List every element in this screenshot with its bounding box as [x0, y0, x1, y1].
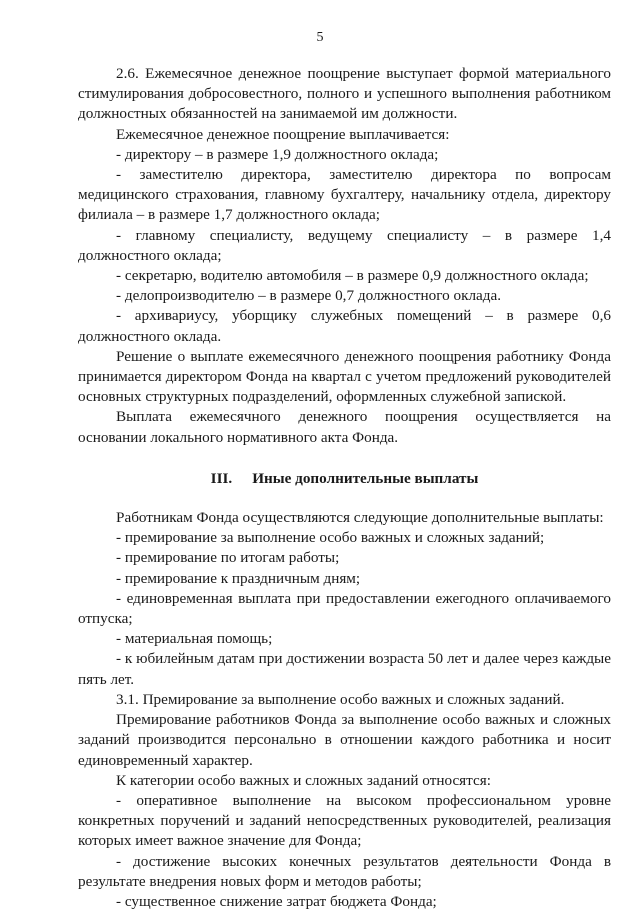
list-item: - директору – в размере 1,9 должностного оклада;	[116, 145, 439, 163]
page-number: 5	[316, 30, 324, 45]
list-item: - материальная помощь;	[116, 630, 273, 648]
paragraph-bonus: Премирование работников Фонда за выполнение особо важных и сложных заданий производится персонально в отношении каждого работника и носит единовременный характер.	[78, 711, 611, 769]
paragraph-2-6: 2.6. Ежемесячное денежное поощрение выступает формой материального стимулирования добросовестного, полного и успешного выполнения работником должностных обязанностей на занимаемой им должности.	[78, 65, 611, 123]
list-item: - делопроизводителю – в размере 0,7 должностного оклада.	[116, 287, 502, 305]
document-body	[78, 64, 611, 912]
section-heading	[78, 469, 611, 489]
list-item: - архивариусу, уборщику служебных помещений – в размере 0,6 должностного оклада.	[78, 307, 611, 345]
paragraph-categories: К категории особо важных и сложных заданий относятся:	[116, 771, 491, 789]
list-item: - премирование за выполнение особо важных и сложных заданий;	[116, 529, 545, 547]
paragraph-monthly-paid: Ежемесячное денежное поощрение выплачивается:	[116, 125, 450, 143]
list-item: - существенное снижение затрат бюджета Фонда;	[116, 892, 437, 910]
paragraph-payment-basis: Выплата ежемесячного денежного поощрения осуществляется на основании локального нормативного акта Фонда.	[78, 408, 611, 446]
section-title: Иные дополнительные выплаты	[252, 469, 479, 487]
list-item: - премирование по итогам работы;	[116, 549, 340, 567]
paragraph-3-1: 3.1. Премирование за выполнение особо важных и сложных заданий.	[116, 690, 565, 708]
section-number: III.	[210, 469, 233, 487]
list-item: - секретарю, водителю автомобиля – в размере 0,9 должностного оклада;	[116, 267, 589, 285]
list-item: - главному специалисту, ведущему специалисту – в размере 1,4 должностного оклада;	[78, 226, 611, 264]
list-item: - достижение высоких конечных результатов деятельности Фонда в результате внедрения новых форм и методов работы;	[78, 852, 611, 890]
list-item: - заместителю директора, заместителю директора по вопросам медицинского страхования, главному бухгалтеру, начальнику отдела, директору филиала – в размере 1,7 должностного оклада;	[78, 166, 611, 224]
paragraph-additional-intro: Работникам Фонда осуществляются следующие дополнительные выплаты:	[116, 509, 604, 527]
list-item: - премирование к праздничным дням;	[116, 569, 361, 587]
list-item: - оперативное выполнение на высоком профессиональном уровне конкретных поручений и заданий непосредственных руководителей, реализация которых имеет важное значение для Фонда;	[78, 791, 611, 850]
list-item: - к юбилейным датам при достижении возраста 50 лет и далее через каждые пять лет.	[78, 650, 611, 688]
list-item: - единовременная выплата при предоставлении ежегодного оплачиваемого отпуска;	[78, 589, 611, 628]
paragraph-decision: Решение о выплате ежемесячного денежного поощрения работнику Фонда принимается директором Фонда на квартал с учетом предложений руководителей основных структурных подразделений, оформленных служебной запиской.	[78, 347, 611, 406]
